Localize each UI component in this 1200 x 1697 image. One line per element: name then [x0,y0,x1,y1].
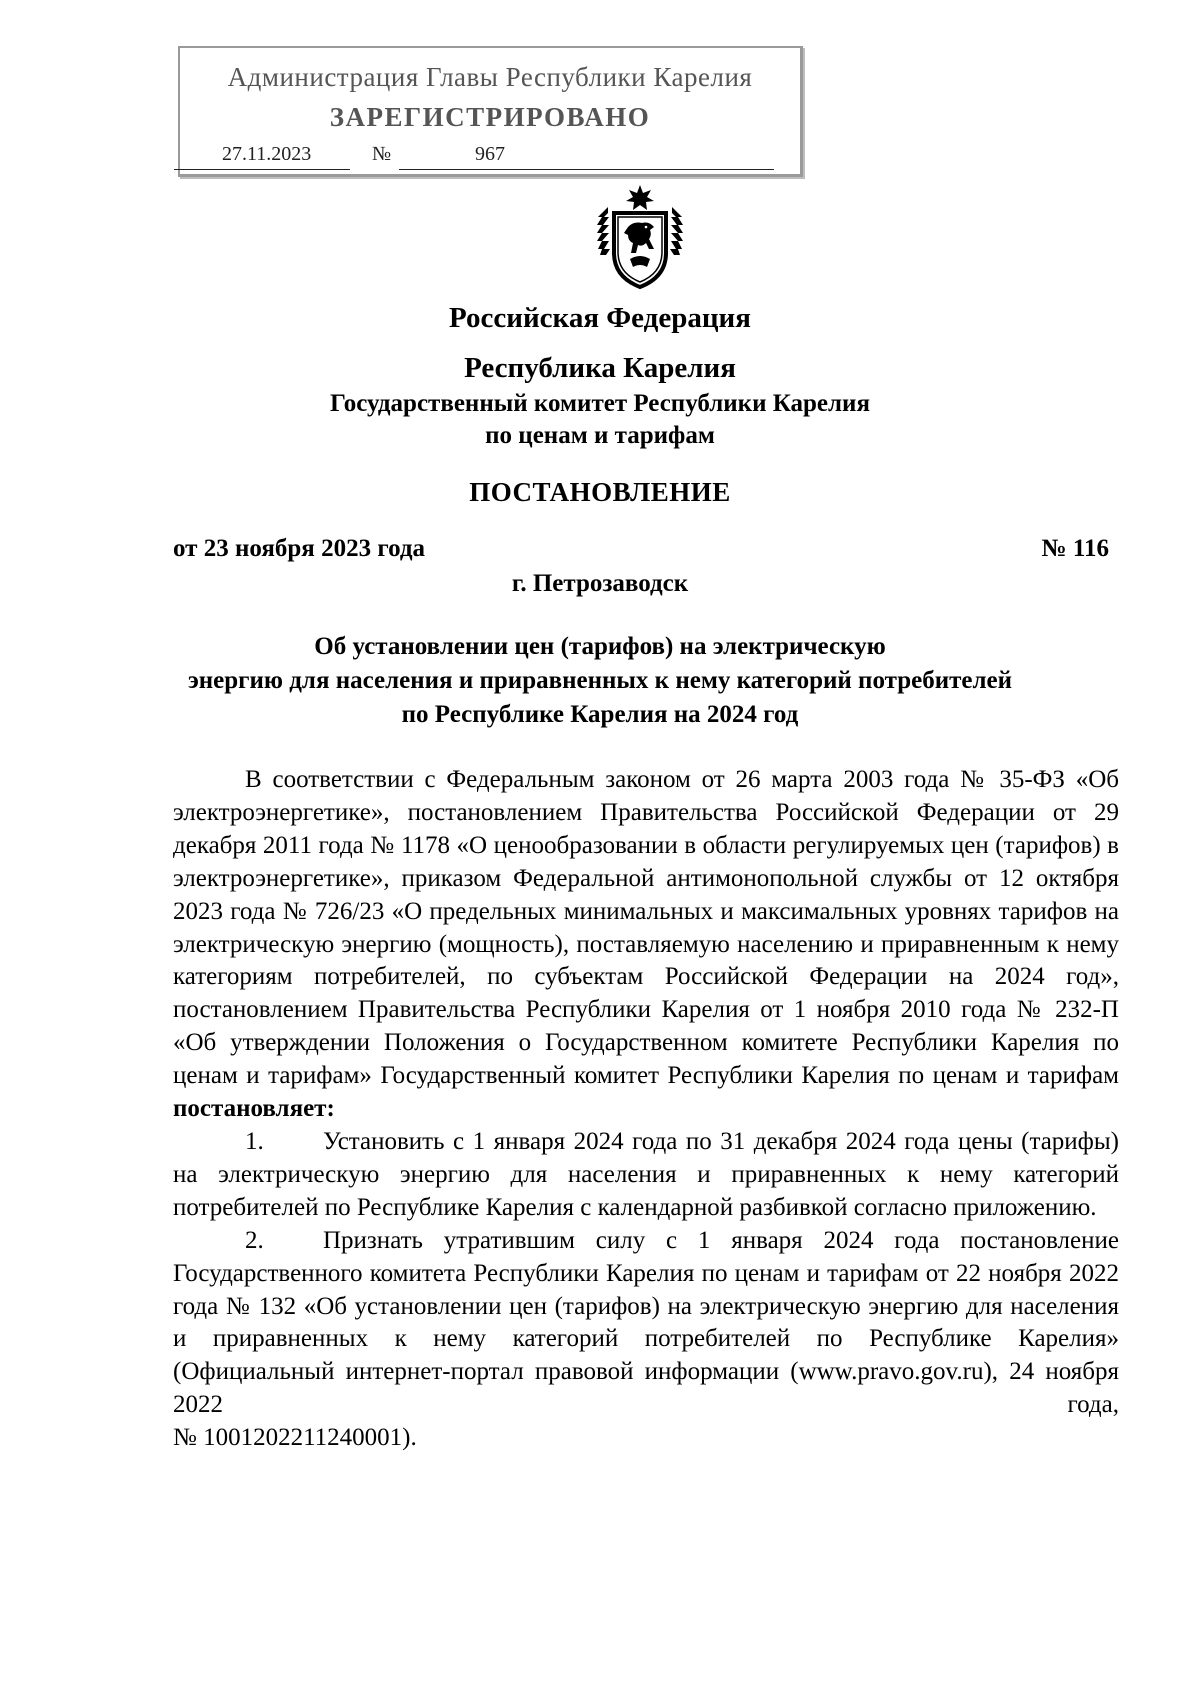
document-title-line1: Об установлении цен (тарифов) на электрическую [314,633,886,660]
item-2-text: Признать утратившим силу с 1 января 2024 года постановление Государственного комитета Республики Карелия по ценам и тарифам от 22 ноября 2022 года № 132 «Об установлении цен (тарифов) на электрическую энергию для населения и приравненных к нему категорий потребителей по Республике Карелия» (Официальный интернет-портал правовой информации (www.pravo.gov.ru), 24 ноября 2022 года, [173,1226,1119,1419]
preamble-text: В соответствии с Федеральным законом от 26 марта 2003 года № 35-ФЗ «Об электроэнергетике», постановлением Правительства Российской Федерации от 29 декабря 2011 года № 1178 «О ценообразовании в области регулируемых цен (тарифов) в электроэнергетике», приказом Федеральной антимонопольной службы от 12 октября 2023 года № 726/23 «О предельных минимальных и максимальных уровнях тарифов на электрическую энергию (мощность), поставляемую населению и приравненным к нему категориям потребителей, по субъектам Российской Федерации на 2024 год», постановлением Правительства Республики Карелия от 1 ноября 2010 года № 232-П «Об утверждении Положения о Государственном комитете Республики Карелия по ценам и тарифам» Государственный комитет Республики Карелия по ценам и тарифам [173,766,1119,1090]
preamble-paragraph [173,764,1119,1126]
document-date: от 23 ноября 2023 года [173,535,425,562]
item-1-number: 1. [245,1127,264,1155]
item-1 [173,1126,1119,1225]
document-title-line2: энергию для населения и приравненных к нему категорий потребителей [187,667,1013,694]
stamp-registered: ЗАРЕГИСТРИРОВАНО [329,102,651,132]
document-number: № 116 [1041,535,1109,562]
stamp-registration-line [174,140,779,170]
stamp-number: 967 [475,143,505,165]
item-2-number: 2. [245,1226,264,1254]
stamp-number-sign: № [372,143,392,165]
header-committee-line2: по ценам и тарифам [485,422,715,449]
item-1-text: Установить с 1 января 2024 года по 31 декабря 2024 года цены (тарифы) на электрическую энергию для населения и приравненных к нему категорий потребителей по Республике Карелия с календарной разбивкой согласно приложению. [173,1127,1119,1221]
header-committee-line1: Государственный комитет Республики Карелия [330,390,870,417]
karelia-coat-of-arms-icon [594,183,686,291]
document-city: г. Петрозаводск [511,570,689,597]
preamble-operative-word: постановляет: [173,1095,335,1123]
item-2 [173,1225,1119,1422]
header-republic: Республика Карелия [464,352,736,384]
header-country: Российская Федерация [449,302,751,334]
document-type: ПОСТАНОВЛЕНИЕ [469,477,731,507]
document-title-line3: по Республике Карелия на 2024 год [401,701,799,728]
stamp-authority: Администрация Главы Республики Карелия [227,62,753,92]
document-body [173,764,1119,1455]
registration-stamp [178,46,803,177]
item-2-tail: № 1001202211240001). [173,1424,417,1452]
stamp-date: 27.11.2023 [222,143,312,165]
